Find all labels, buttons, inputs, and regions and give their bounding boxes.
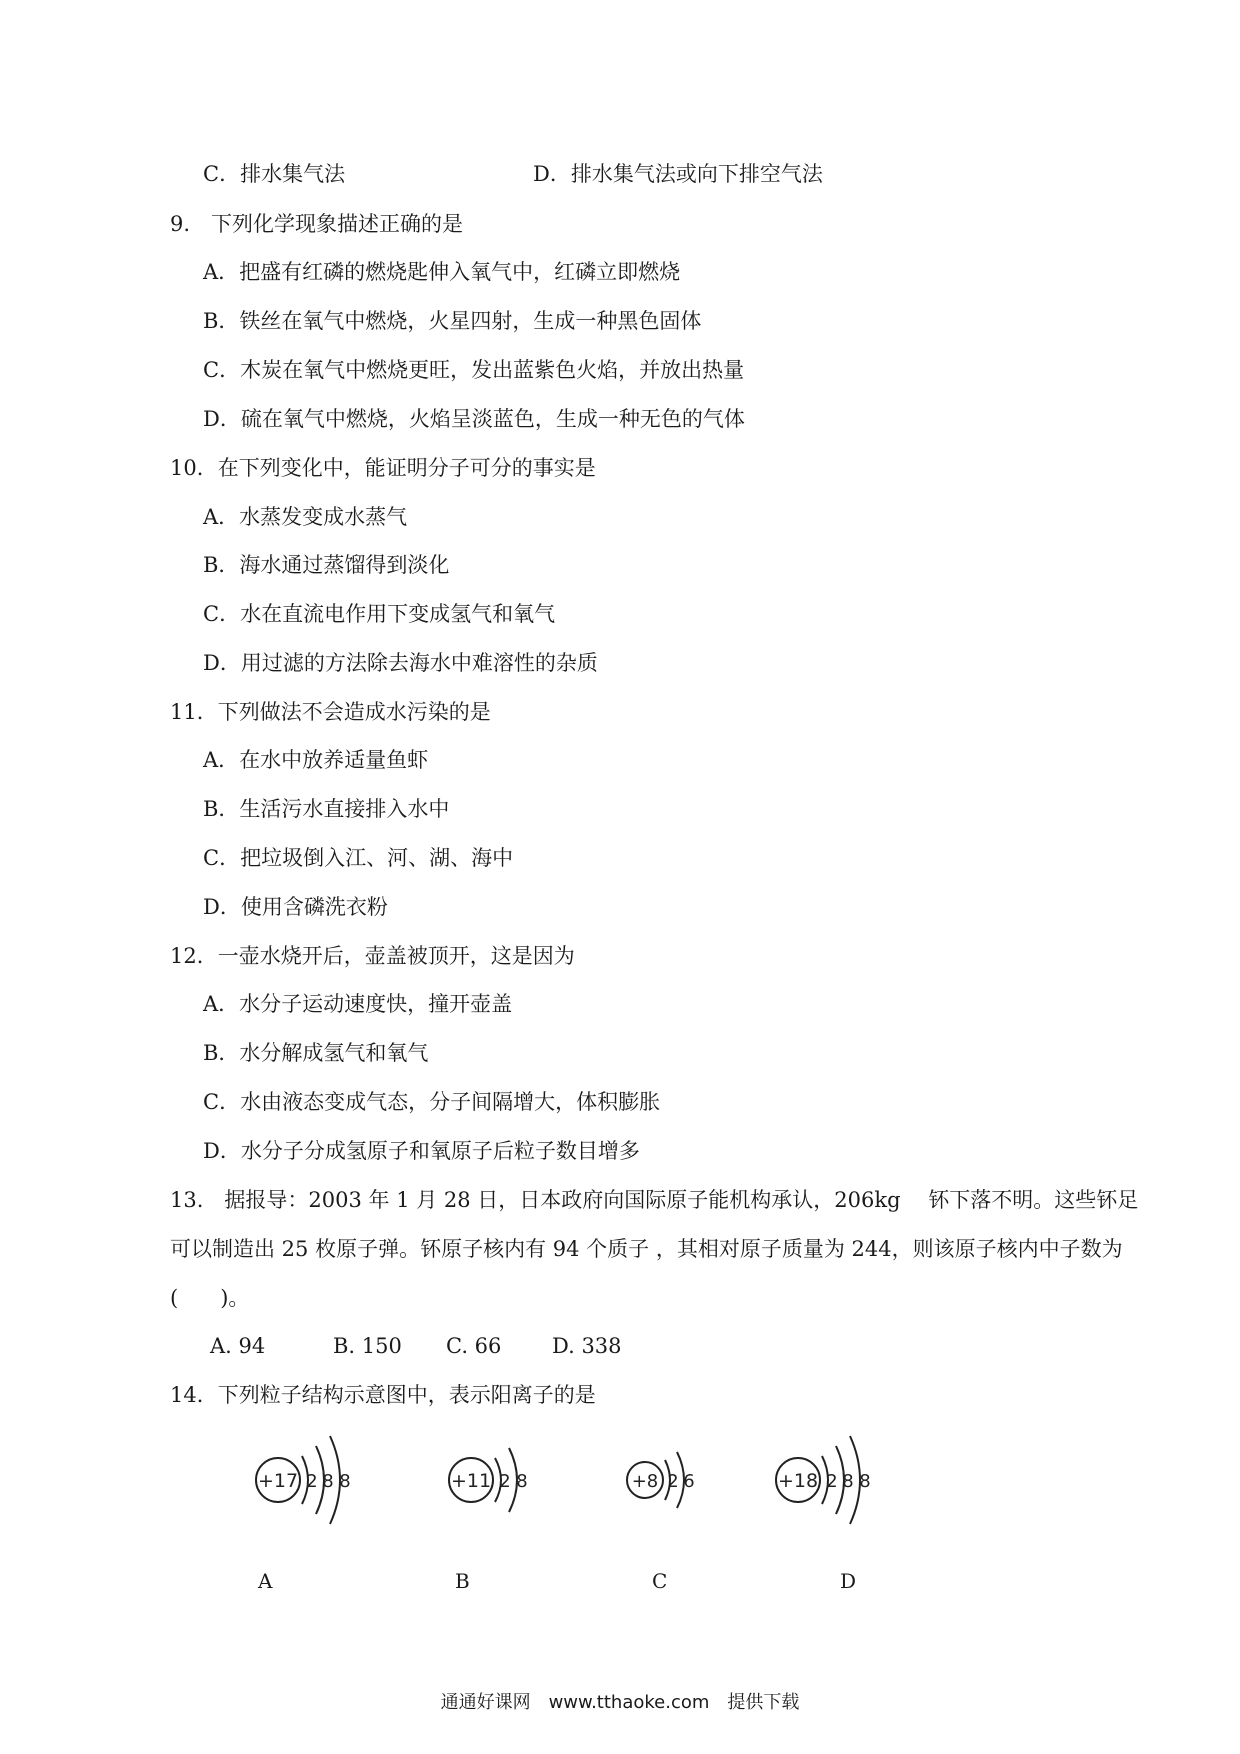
atom-svg-d — [770, 1420, 890, 1540]
atom-a-shell-2: 8 — [322, 1471, 334, 1492]
atom-a-shell-3: 8 — [339, 1471, 351, 1492]
atom-svg-b — [443, 1420, 563, 1540]
atom-diagram-d — [770, 1420, 890, 1540]
atom-c-nucleus: +8 — [631, 1471, 659, 1492]
atom-diagram-a — [250, 1420, 370, 1540]
q9-stem: 9. 下列化学现象描述正确的是 — [170, 212, 464, 236]
q12-option-a: A．水分子运动速度快，撞开壶盖 — [203, 992, 513, 1016]
q12-option-d: D．水分子分成氢原子和氧原子后粒子数目增多 — [203, 1139, 640, 1163]
q14-stem: 14．下列粒子结构示意图中，表示阳离子的是 — [170, 1383, 596, 1407]
q9-option-d: D．硫在氧气中燃烧，火焰呈淡蓝色，生成一种无色的气体 — [203, 407, 745, 431]
q8-option-c: C．排水集气法 — [203, 162, 346, 186]
q11-option-a: A．在水中放养适量鱼虾 — [203, 748, 429, 772]
q13-line-2: 可以制造出 25 枚原子弹。钚原子核内有 94 个质子 ，其相对原子质量为 244，则该原子核内中子数为 — [170, 1237, 1123, 1261]
q10-stem: 10．在下列变化中，能证明分子可分的事实是 — [170, 456, 596, 480]
atom-a-nucleus: +17 — [257, 1470, 299, 1492]
atom-b-nucleus: +11 — [450, 1470, 492, 1492]
q11-option-d: D．使用含磷洗衣粉 — [203, 895, 388, 919]
q12-stem: 12．一壶水烧开后，壶盖被顶开，这是因为 — [170, 944, 575, 968]
atom-label-a: A — [258, 1569, 273, 1593]
q13-option-b: B. 150 — [333, 1334, 402, 1358]
atom-svg-c — [615, 1420, 735, 1540]
page-footer: 通通好课网 www.tthaoke.com 提供下载 — [440, 1692, 800, 1713]
q10-option-d: D．用过滤的方法除去海水中难溶性的杂质 — [203, 651, 598, 675]
q13-option-d: D. 338 — [552, 1334, 622, 1358]
q13-line-3: ( )。 — [170, 1286, 250, 1310]
q10-option-b: B．海水通过蒸馏得到淡化 — [203, 553, 450, 577]
q9-option-a: A．把盛有红磷的燃烧匙伸入氧气中，红磷立即燃烧 — [203, 260, 681, 284]
atom-svg-a — [250, 1420, 370, 1540]
atom-label-c: C — [652, 1569, 668, 1593]
q11-stem: 11．下列做法不会造成水污染的是 — [170, 700, 491, 724]
atom-a-shell-1: 2 — [306, 1471, 318, 1492]
q12-option-b: B．水分解成氢气和氧气 — [203, 1041, 429, 1065]
q10-option-c: C．水在直流电作用下变成氢气和氧气 — [203, 602, 556, 626]
q12-option-c: C．水由液态变成气态，分子间隔增大，体积膨胀 — [203, 1090, 661, 1114]
q13-line-1: 13. 据报导：2003 年 1 月 28 日，日本政府向国际原子能机构承认，206kg 钚下落不明。这些钚足 — [170, 1188, 1139, 1212]
q9-option-c: C．木炭在氧气中燃烧更旺，发出蓝紫色火焰，并放出热量 — [203, 358, 745, 382]
q13-option-c: C. 66 — [446, 1334, 502, 1358]
q11-option-c: C．把垃圾倒入江、河、湖、海中 — [203, 846, 514, 870]
atom-c-shell-2: 6 — [683, 1471, 695, 1492]
atom-d-shell-1: 2 — [826, 1471, 838, 1492]
q8-option-d: D．排水集气法或向下排空气法 — [533, 162, 823, 186]
atom-c-shell-1: 2 — [667, 1471, 679, 1492]
atom-label-d: D — [840, 1569, 857, 1593]
atom-b-shell-1: 2 — [499, 1471, 511, 1492]
atom-d-nucleus: +18 — [777, 1470, 819, 1492]
q11-option-b: B．生活污水直接排入水中 — [203, 797, 450, 821]
q9-option-b: B．铁丝在氧气中燃烧，火星四射，生成一种黑色固体 — [203, 309, 702, 333]
atom-d-shell-2: 8 — [842, 1471, 854, 1492]
atom-d-shell-3: 8 — [859, 1471, 871, 1492]
atom-label-b: B — [455, 1569, 470, 1593]
atom-diagram-b — [443, 1420, 563, 1540]
atom-b-shell-2: 8 — [516, 1471, 528, 1492]
q10-option-a: A．水蒸发变成水蒸气 — [203, 505, 408, 529]
q13-option-a: A. 94 — [210, 1334, 266, 1358]
atom-diagram-c — [615, 1420, 735, 1540]
